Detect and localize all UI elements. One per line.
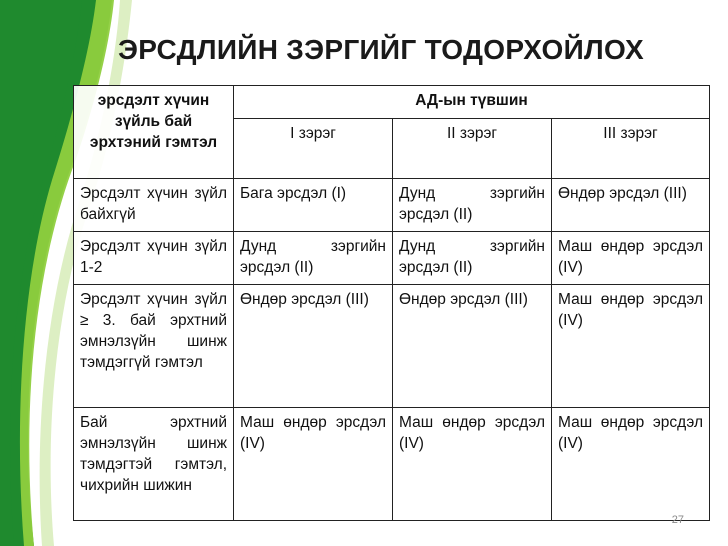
row-factor: Эрсдэлт хүчин зүйл байхгүй — [74, 179, 234, 232]
risk-cell: Дунд зэргийн эрсдэл (II) — [393, 232, 552, 285]
header-stage-1: I зэрэг — [234, 118, 393, 178]
page-number: 27 — [671, 514, 684, 526]
table-row — [74, 232, 710, 285]
table-row — [74, 179, 710, 232]
row-factor: Эрсдэлт хүчин зүйл 1-2 — [74, 232, 234, 285]
risk-cell: Бага эрсдэл (I) — [234, 179, 393, 232]
risk-cell: Дунд зэргийн эрсдэл (II) — [234, 232, 393, 285]
table-row — [74, 408, 710, 521]
risk-level-table — [73, 85, 710, 521]
risk-cell: Маш өндөр эрсдэл (IV) — [552, 408, 710, 521]
table-row — [74, 285, 710, 408]
header-risk-factor: эрсдэлт хүчин зүйль бай эрхтэний гэмтэл — [74, 86, 234, 179]
risk-cell: Маш өндөр эрсдэл (IV) — [552, 285, 710, 408]
risk-cell: Маш өндөр эрсдэл (IV) — [393, 408, 552, 521]
risk-cell: Маш өндөр эрсдэл (IV) — [552, 232, 710, 285]
row-factor: Бай эрхтний эмнэлзүйн шинж тэмдэгтэй гэмтэл, чихрийн шижин — [74, 408, 234, 521]
header-stage-3: III зэрэг — [552, 118, 710, 178]
risk-cell: Өндөр эрсдэл (III) — [393, 285, 552, 408]
slide-title: ЭРСДЛИЙН ЗЭРГИЙГ ТОДОРХОЙЛОХ — [118, 34, 644, 65]
header-bp-level: АД-ын түвшин — [234, 86, 710, 119]
risk-cell: Өндөр эрсдэл (III) — [234, 285, 393, 408]
risk-cell: Өндөр эрсдэл (III) — [552, 179, 710, 232]
risk-cell: Маш өндөр эрсдэл (IV) — [234, 408, 393, 521]
risk-cell: Дунд зэргийн эрсдэл (II) — [393, 179, 552, 232]
row-factor: Эрсдэлт хүчин зүйл ≥ 3. бай эрхтний эмнэлзүйн шинж тэмдэггүй гэмтэл — [74, 285, 234, 408]
header-stage-2: II зэрэг — [393, 118, 552, 178]
